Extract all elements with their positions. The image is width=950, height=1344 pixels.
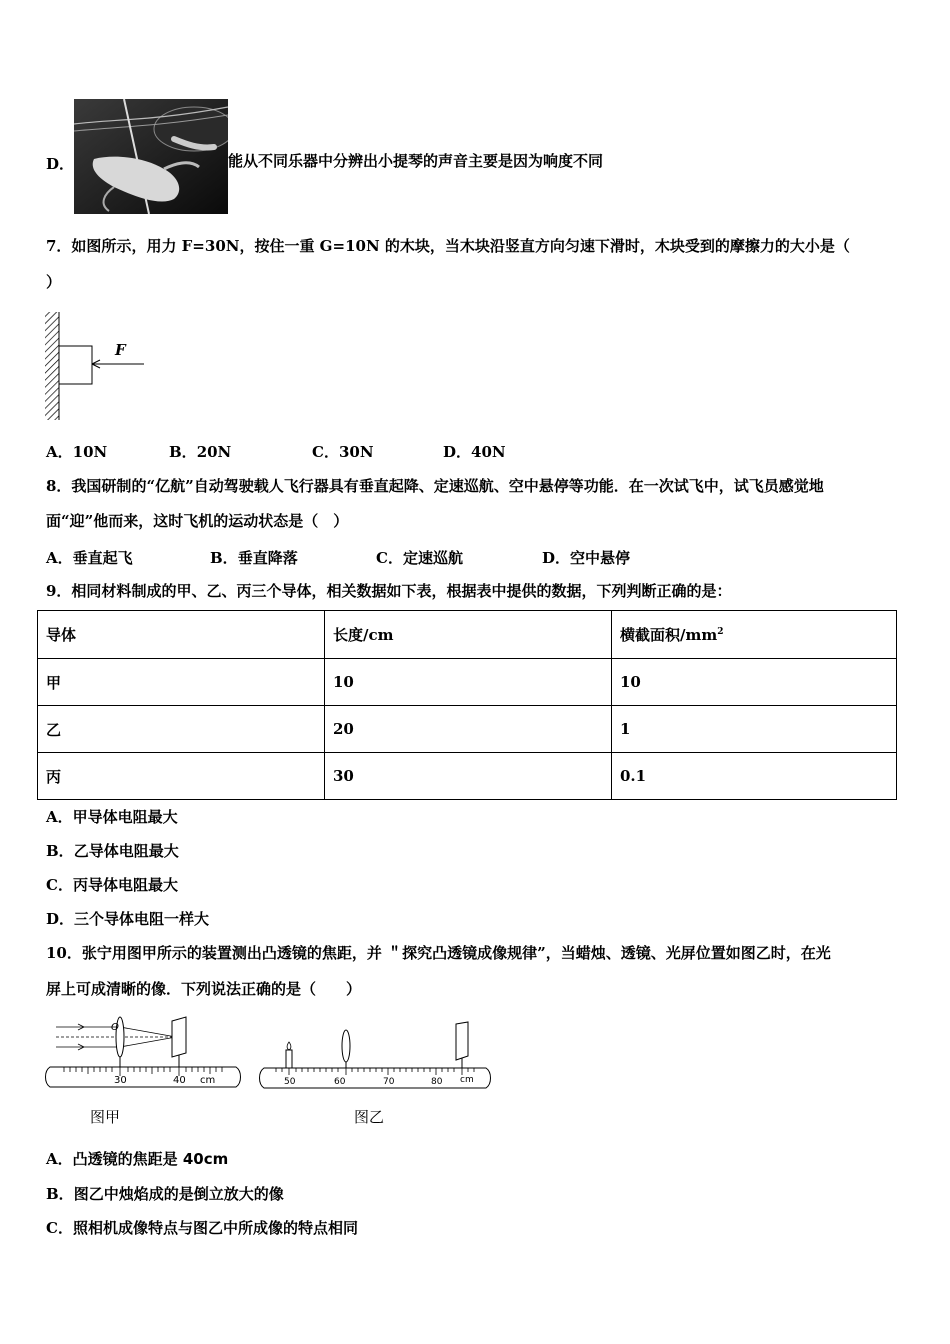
q10-figure-b-tick: 80 — [431, 1077, 443, 1087]
table-cell: 30 — [325, 753, 612, 800]
q7-figure-wall-block — [44, 310, 154, 422]
q8-option-a[interactable]: A．垂直起飞 — [46, 549, 133, 567]
q10-figure-b-tick: 70 — [383, 1077, 395, 1087]
q6-option-d-label: D． — [46, 155, 75, 173]
q10-stem-cont: 屏上可成清晰的像．下列说法正确的是（ ） — [46, 980, 362, 998]
q8-option-b[interactable]: B．垂直降落 — [210, 549, 298, 567]
q10-stem: 10．张宁用图甲所示的装置测出凸透镜的焦距，并 ＂探究凸透镜成像规律”，当蜡烛、透镜、光屏位置如图乙时，在光 — [46, 944, 831, 962]
table-header-cell: 导体 — [38, 611, 325, 659]
q7-option-d[interactable]: D．40N — [443, 443, 506, 461]
q8-option-c[interactable]: C．定速巡航 — [376, 549, 463, 567]
q10-figure-a-tick: 30 — [114, 1075, 127, 1086]
table-cell: 1 — [612, 706, 897, 753]
table-cell: 20 — [325, 706, 612, 753]
table-row — [38, 706, 897, 753]
q9-data-table — [37, 610, 897, 800]
q10-figure-a-tick: 40 — [173, 1075, 186, 1086]
q10-figure-a-caption: 图甲 — [90, 1108, 121, 1126]
q10-option-b[interactable]: B．图乙中烛焰成的是倒立放大的像 — [46, 1185, 284, 1203]
q8-stem-cont: 面“迎”他而来，这时飞机的运动状态是（ ） — [46, 512, 349, 530]
table-cell: 丙 — [38, 753, 325, 800]
q7-stem: 7．如图所示，用力 F=30N，按住一重 G=10N 的木块，当木块沿竖直方向匀速下滑时，木块受到的摩擦力的大小是（ — [46, 237, 850, 255]
q6-option-d-text: 能从不同乐器中分辨出小提琴的声音主要是因为响度不同 — [228, 152, 604, 170]
table-cell: 0.1 — [612, 753, 897, 800]
table-row — [38, 753, 897, 800]
q10-figure-a-unit: cm — [200, 1075, 216, 1086]
q8-option-d[interactable]: D．空中悬停 — [542, 549, 631, 567]
q7-option-c[interactable]: C．30N — [312, 443, 374, 461]
table-header-row — [38, 611, 897, 659]
table-cell: 乙 — [38, 706, 325, 753]
violin-image — [74, 99, 228, 214]
table-header-cell: 横截面积$/mm^2$ — [612, 611, 897, 659]
q10-option-a[interactable]: A．凸透镜的焦距是 40cm — [46, 1150, 229, 1168]
q7-option-a[interactable]: A．10N — [46, 443, 108, 461]
q7-option-b[interactable]: B．20N — [169, 443, 232, 461]
q10-figure-b-tick: 60 — [334, 1077, 346, 1087]
q7-force-label: F — [115, 341, 126, 359]
q8-stem: 8．我国研制的“亿航”自动驾驶载人飞行器具有垂直起降、定速巡航、空中悬停等功能．在一次试飞中，试飞员感觉地 — [46, 477, 824, 495]
q10-figure-b-caption: 图乙 — [354, 1108, 385, 1126]
table-row — [38, 659, 897, 706]
table-cell: 10 — [325, 659, 612, 706]
q10-figure-b-unit: cm — [460, 1075, 474, 1085]
q9-stem: 9．相同材料制成的甲、乙、丙三个导体，相关数据如下表，根据表中提供的数据，下列判断正确的是： — [46, 582, 732, 600]
q10-figure-a-lens-label: O — [111, 1022, 119, 1033]
q10-option-c[interactable]: C．照相机成像特点与图乙中所成像的特点相同 — [46, 1219, 358, 1237]
q9-option-b[interactable]: B．乙导体电阻最大 — [46, 842, 179, 860]
table-cell: 甲 — [38, 659, 325, 706]
table-cell: 10 — [612, 659, 897, 706]
q10-figure-b-tick: 50 — [284, 1077, 296, 1087]
q9-option-c[interactable]: C．丙导体电阻最大 — [46, 876, 178, 894]
table-header-cell: 长度/cm — [325, 611, 612, 659]
q7-stem-cont: ） — [46, 273, 62, 291]
q9-option-d[interactable]: D．三个导体电阻一样大 — [46, 910, 210, 928]
q9-option-a[interactable]: A．甲导体电阻最大 — [46, 808, 178, 826]
